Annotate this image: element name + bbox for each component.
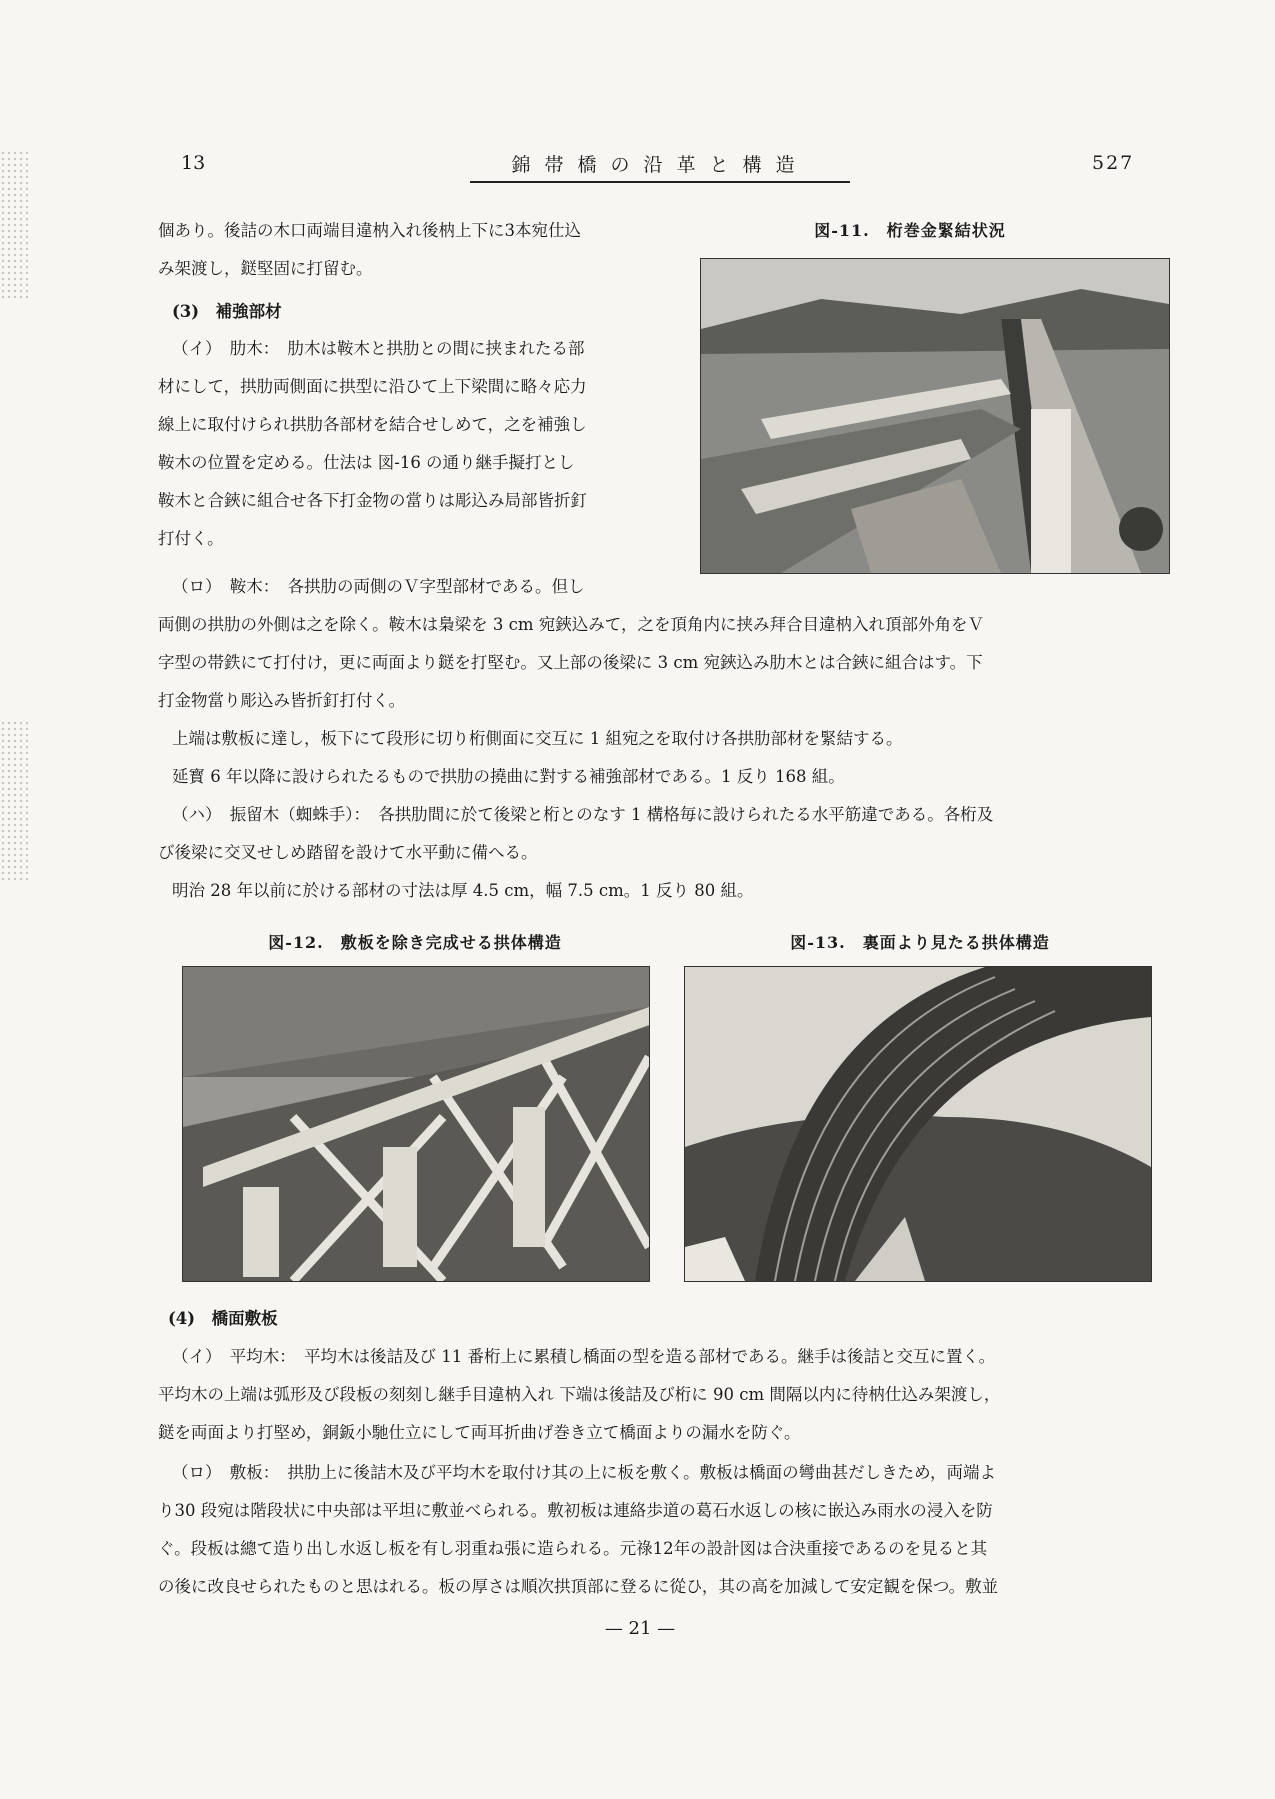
text-line: 材にして，拱肋両側面に拱型に沿ひて上下梁間に略々応力 [158, 377, 587, 396]
text-line: （イ） 肋木： 肋木は鞍木と拱肋との間に挟まれたる部 [172, 339, 585, 358]
text-line: 打付く。 [158, 529, 224, 548]
paragraph-furidomegi [158, 796, 1178, 872]
section-heading: (4) 橋面敷板 [168, 1309, 278, 1328]
text-line: の後に改良せられたものと思はれる。板の厚さは順次拱頂部に登るに從ひ，其の高を加減して安定観を保つ。敷並 [158, 1577, 999, 1596]
header-page-right: 527 [1092, 152, 1135, 174]
paragraph-rokuboku [158, 330, 703, 558]
text-line: （ハ） 振留木（蜘蛛手）： 各拱肋間に於て後梁と桁とのなす 1 構格毎に設けられたる水平筋違である。各桁及 [172, 805, 994, 824]
text-line: み架渡し，鎹堅固に打留む。 [158, 259, 373, 278]
paragraph-heikinboku [158, 1338, 1178, 1452]
paragraph-kuraki [158, 606, 1178, 720]
text-line: 線上に取付けられ拱肋各部材を結合せしめて，之を補強し [158, 415, 587, 434]
paragraph-kuraki-first: （ロ） 鞍木： 各拱肋の両側のＶ字型部材である。但し [172, 577, 585, 596]
figure-12-caption: 図-12. 敷板を除き完成せる拱体構造 [268, 933, 562, 952]
header-page-left: 13 [181, 152, 206, 174]
section-heading: (3) 補強部材 [172, 302, 282, 321]
text-line: 両側の拱肋の外側は之を除く。鞍木は梟梁を 3 cm 宛鋏込みて，之を頂角内に挟み拜合目違枘入れ頂部外角をＶ [158, 615, 984, 634]
text-line: （ロ） 敷板： 拱肋上に後詰木及び平均木を取付け其の上に板を敷く。敷板は橋面の彎曲甚だしきため，両端よ [172, 1463, 997, 1482]
paragraph-meiji: 明治 28 年以前に於ける部材の寸法は厚 4.5 cm，幅 7.5 cm。1 反り 80 組。 [172, 881, 754, 900]
text-line: ぐ。段板は總て造り出し水返し板を有し羽重ね張に造られる。元祿12年の設計図は合決重接であるのを見ると其 [158, 1539, 988, 1558]
text-line: 打金物當り彫込み皆折釘打付く。 [158, 691, 406, 710]
figure-11-photo [700, 258, 1170, 574]
text-line: 鎹を両面より打堅め，銅鈑小馳仕立にして両耳折曲げ巻き立て橋面よりの漏水を防ぐ。 [158, 1423, 801, 1442]
arch-structure-photo [183, 967, 649, 1281]
paragraph-enpo: 延寳 6 年以降に設けられたるもので拱肋の撓曲に對する補強部材である。1 反り 168 組。 [172, 767, 845, 786]
text-line: び後梁に交叉せしめ踏留を設けて水平動に備へる。 [158, 843, 538, 862]
scan-margin-dots [0, 720, 28, 880]
paragraph-shikiita [158, 1454, 1178, 1606]
figure-12-photo [182, 966, 650, 1282]
text-line: 個あり。後詰の木口両端目違枘入れ後枘上下に3本宛仕込 [158, 221, 581, 240]
figure-13-caption: 図-13. 裏面より見たる拱体構造 [790, 933, 1050, 952]
text-line: （イ） 平均木： 平均木は後詰及び 11 番桁上に累積し橋面の型を造る部材である。継手は後詰と交互に置く。 [172, 1347, 996, 1366]
underside-arch-photo [685, 967, 1151, 1281]
scan-margin-dots [0, 150, 28, 300]
paragraph-upper-end: 上端は敷板に達し，板下にて段形に切り桁側面に交互に 1 組宛之を取付け各拱肋部材を緊結する。 [172, 729, 903, 748]
footer-page-number: — 21 — [604, 1618, 676, 1639]
figure-11-caption: 図-11. 桁巻金緊結状況 [814, 221, 1006, 240]
intro-paragraph [158, 212, 698, 288]
running-title: 錦帯橋の沿革と構造 [470, 150, 850, 183]
text-line: 鞍木の位置を定める。仕法は 図-16 の通り継手擬打とし [158, 453, 575, 472]
text-line: 平均木の上端は弧形及び段板の刻刻し継手目違枘入れ 下端は後詰及び桁に 90 cm 間隔以内に待枘仕込み架渡し， [158, 1385, 1001, 1404]
text-line: 鞍木と合鋏に組合せ各下打金物の當りは彫込み局部皆折釘 [158, 491, 587, 510]
bridge-construction-photo [701, 259, 1169, 573]
text-line: 字型の帯鉄にて打付け，更に両面より鎹を打堅む。又上部の後梁に 3 cm 宛鋏込み肋木とは合鋏に組合はす。下 [158, 653, 983, 672]
text-line: り30 段宛は階段状に中央部は平坦に敷並べられる。敷初板は連絡歩道の葛石水返しの核に嵌込み雨水の浸入を防 [158, 1501, 993, 1520]
figure-13-photo [684, 966, 1152, 1282]
